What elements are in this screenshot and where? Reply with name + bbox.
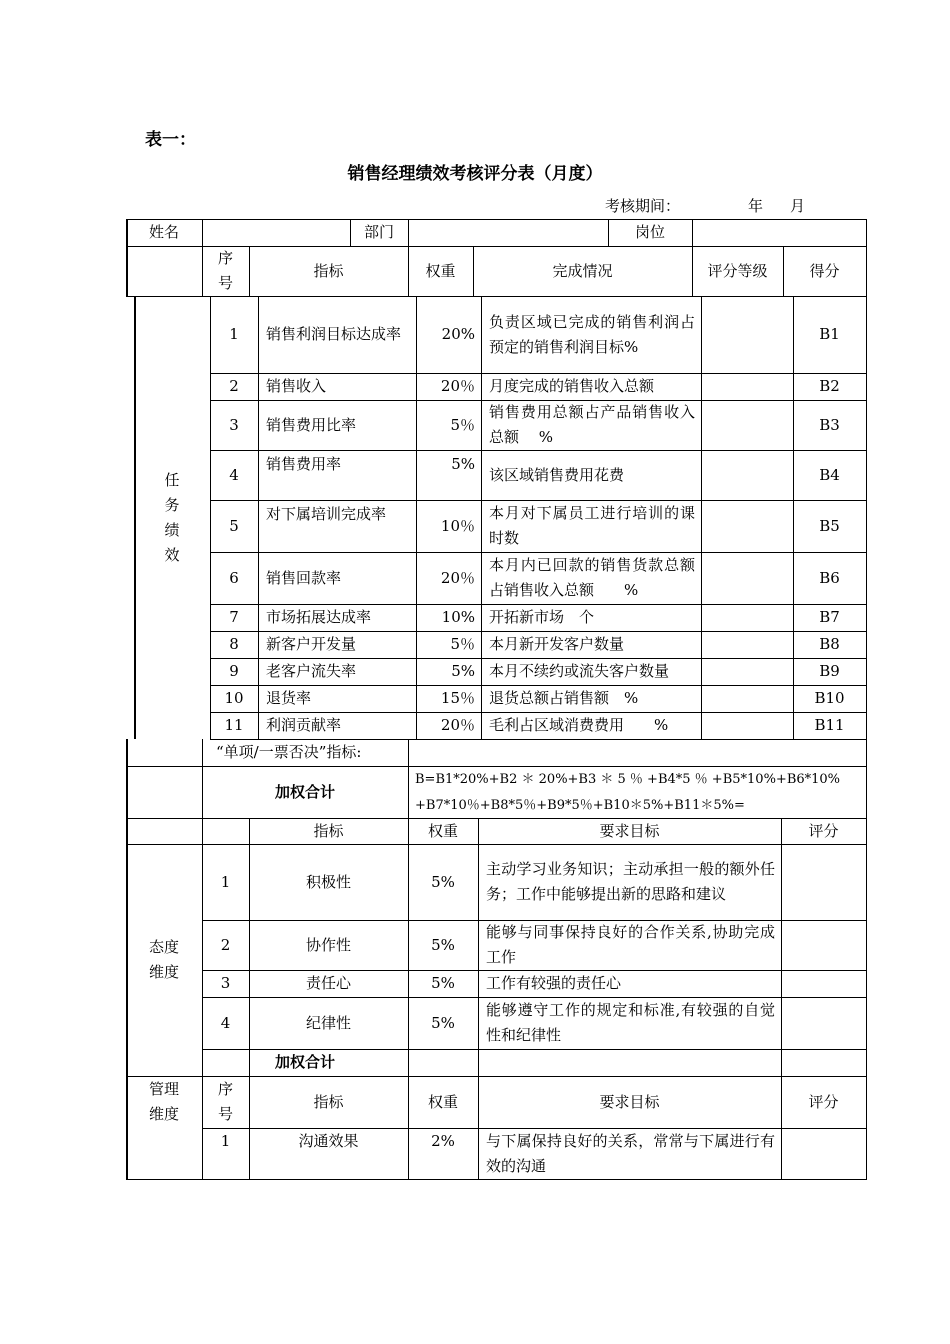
- task-row-no: 10: [224, 689, 244, 707]
- attitude-row-weight: 5%: [431, 872, 455, 891]
- task-row-weight: 20％: [440, 716, 475, 734]
- task-row-score: B10: [814, 689, 845, 707]
- task-row-score: B4: [819, 465, 840, 484]
- formula-line1: B=B1*20%+B2 ＊ 20%+B3 ＊ 5 ％ +B4*5 ％ +B5*10%+B6*10%: [415, 771, 841, 787]
- task-row-no: 1: [229, 325, 239, 343]
- attitude-row-weight: 5%: [431, 1013, 455, 1032]
- mgmt-row-weight: 2%: [431, 1132, 455, 1150]
- attitude-row-target: 工作有较强的责任心: [486, 974, 622, 992]
- task-row-completion: 本月不续约或流失客户数量: [489, 662, 670, 680]
- attitude-row-target: 能够遵守工作的规定和标准,有较强的自觉性和纪律性: [486, 1001, 775, 1044]
- formula-line2: +B7*10％+B8*5％+B9*5％+B10＊5%+B11＊5%=: [415, 797, 745, 813]
- table-label: 表一：: [145, 130, 196, 150]
- task-row-completion: 月度完成的销售收入总额: [489, 377, 655, 395]
- task-row-no: 4: [229, 465, 239, 484]
- attitude-row-target: 主动学习业务知识；主动承担一般的额外任务；工作中能够提出新的思路和建议: [486, 860, 775, 903]
- dept-label: 部门: [363, 223, 394, 241]
- attitude-row-no: 2: [220, 935, 231, 954]
- header-weight: 权重: [425, 261, 456, 280]
- task-row-no: 8: [229, 635, 239, 653]
- task-row-indicator: 销售费用率: [266, 455, 342, 473]
- attitude-row-no: 4: [220, 1013, 231, 1032]
- post-label: 岗位: [634, 223, 665, 241]
- task-row-weight: 20％: [440, 568, 475, 587]
- task-row-score: B2: [819, 377, 840, 395]
- attitude-header-score: 评分: [808, 821, 839, 840]
- mgmt-row-no: 1: [220, 1132, 231, 1150]
- mgmt-row-target: 与下属保持良好的关系，常常与下属进行有效的沟通: [486, 1131, 775, 1175]
- attitude-header-target: 要求目标: [599, 821, 660, 840]
- document-title: 销售经理绩效考核评分表（月度）: [347, 164, 603, 184]
- grid-line: [701, 296, 702, 739]
- attitude-row-indicator: 协作性: [305, 935, 351, 954]
- mgmt-row-indicator: 沟通效果: [298, 1132, 359, 1150]
- attitude-row-weight: 5%: [431, 935, 455, 954]
- task-row-completion: 本月新开发客户数量: [489, 635, 625, 653]
- task-row-score: B5: [819, 516, 840, 535]
- header-score: 得分: [809, 261, 840, 280]
- task-row-indicator: 销售费用比率: [266, 415, 357, 434]
- task-row-weight: 20％: [440, 377, 475, 395]
- name-label: 姓名: [148, 223, 179, 241]
- task-row-weight: 5％: [450, 635, 475, 653]
- attitude-row-indicator: 积极性: [305, 872, 351, 891]
- task-row-no: 3: [229, 415, 239, 434]
- task-row-score: B8: [819, 635, 840, 653]
- grid-line: [408, 219, 409, 246]
- task-row-weight: 10%: [441, 608, 475, 626]
- task-row-indicator: 退货率: [266, 689, 312, 707]
- task-row-weight: 5%: [451, 455, 475, 473]
- attitude-row-target: 能够与同事保持良好的合作关系,协助完成工作: [486, 923, 775, 966]
- attitude-header-weight: 权重: [427, 821, 458, 840]
- task-row-completion: 退货总额占销售额 %: [489, 689, 639, 707]
- mgmt-header-no: 序号: [217, 1080, 233, 1123]
- attitude-total-label: 加权合计: [274, 1053, 335, 1071]
- header-grade: 评分等级: [707, 261, 768, 280]
- task-row-completion: 本月内已回款的销售货款总额占销售收入总额 %: [489, 556, 695, 599]
- task-row-weight: 5％: [450, 415, 475, 434]
- task-row-indicator: 新客户开发量: [266, 635, 357, 653]
- mgmt-header-weight: 权重: [427, 1092, 458, 1111]
- attitude-row-no: 3: [220, 974, 231, 992]
- mgmt-header-score: 评分: [808, 1092, 839, 1111]
- task-row-no: 11: [224, 716, 244, 734]
- task-row-score: B1: [819, 325, 840, 343]
- task-row-indicator: 市场拓展达成率: [266, 608, 372, 626]
- header-indicator: 指标: [313, 261, 344, 280]
- task-row-no: 7: [229, 608, 239, 626]
- task-row-no: 9: [229, 662, 239, 680]
- task-row-completion: 销售费用总额占产品销售收入总额 %: [489, 403, 695, 446]
- task-row-completion: 负责区域已完成的销售利润占预定的销售利润目标%: [489, 312, 695, 356]
- header-no: 序号: [217, 249, 233, 292]
- attitude-row-no: 1: [220, 872, 231, 891]
- task-row-completion: 开拓新市场 个: [489, 608, 595, 626]
- task-row-score: B7: [819, 608, 840, 626]
- task-row-indicator: 老客户流失率: [266, 662, 357, 680]
- task-row-indicator: 销售利润目标达成率: [266, 325, 402, 343]
- mgmt-header-indicator: 指标: [313, 1092, 344, 1111]
- task-row-indicator: 利润贡献率: [266, 716, 342, 734]
- task-row-score: B11: [814, 716, 845, 734]
- attitude-row-indicator: 纪律性: [305, 1013, 351, 1032]
- period-year: 年: [748, 197, 764, 215]
- task-row-completion: 该区域销售费用花费: [489, 465, 625, 484]
- task-row-weight: 15％: [440, 689, 475, 707]
- attitude-row-weight: 5%: [431, 974, 455, 992]
- task-row-indicator: 对下属培训完成率: [266, 505, 387, 523]
- task-row-weight: 10％: [440, 516, 475, 535]
- task-row-weight: 20%: [441, 325, 475, 343]
- grid-line: [126, 219, 866, 220]
- task-row-no: 6: [229, 568, 239, 587]
- header-completion: 完成情况: [552, 261, 613, 280]
- mgmt-section-label: 管理维度: [148, 1080, 179, 1123]
- period-month: 月: [790, 197, 806, 215]
- veto-label: “单项/一票否决”指标:: [216, 743, 362, 761]
- task-row-indicator: 销售收入: [266, 377, 327, 395]
- task-row-no: 5: [229, 516, 239, 535]
- attitude-section-label: 态度维度: [148, 938, 179, 981]
- grid-line: [866, 219, 867, 1180]
- task-row-completion: 本月对下属员工进行培训的课时数: [489, 504, 695, 547]
- grid-line: [126, 1179, 866, 1180]
- mgmt-header-target: 要求目标: [599, 1092, 660, 1111]
- task-row-weight: 5%: [451, 662, 475, 680]
- task-row-completion: 毛利占区域消费费用 %: [489, 716, 669, 734]
- grid-line: [692, 219, 693, 246]
- task-section-label: 任务绩效: [164, 470, 180, 564]
- period-label: 考核期间：: [605, 197, 681, 215]
- task-row-score: B3: [819, 415, 840, 434]
- task-row-score: B6: [819, 568, 840, 587]
- task-row-indicator: 销售回款率: [266, 568, 342, 587]
- task-row-no: 2: [229, 377, 239, 395]
- attitude-header-indicator: 指标: [313, 821, 344, 840]
- attitude-row-indicator: 责任心: [305, 974, 351, 992]
- task-row-score: B9: [819, 662, 840, 680]
- weighted-total-label: 加权合计: [274, 782, 335, 801]
